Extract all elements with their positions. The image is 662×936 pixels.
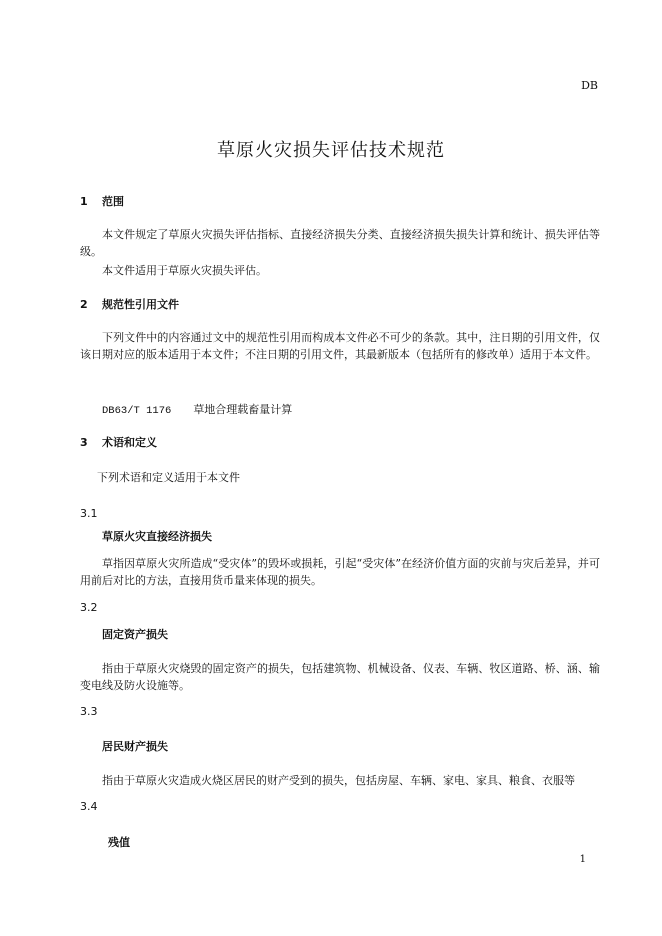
section-title: 术语和定义 — [102, 436, 157, 449]
references-intro: 下列文件中的内容通过文中的规范性引用而构成本文件必不可少的条款。其中，注日期的引用文件，仅该日期对应的版本适用于本文件；不注日期的引用文件，其最新版本（包括所有的修改单）适用于本文件。 — [80, 331, 600, 361]
section-heading-terms — [80, 434, 157, 450]
term-definition: 草指因草原火灾所造成“受灾体”的毁坏或损耗，引起“受灾体”在经济价值方面的灾前与灾后差异，并可用前后对比的方法，直接用货币量来体现的损失。 — [80, 557, 600, 587]
term-title: 残值 — [108, 836, 130, 849]
reference-item — [102, 401, 292, 417]
section-number: 1 — [80, 195, 88, 208]
scope-paragraph-1: 本文件规定了草原火灾损失评估指标、直接经济损失分类、直接经济损失损失计算和统计、损失评估等级。 — [80, 228, 600, 258]
term-title: 草原火灾直接经济损失 — [102, 530, 212, 543]
document-title: 草原火灾损失评估技术规范 — [217, 140, 445, 161]
section-number: 3 — [80, 436, 88, 449]
term-number: 3.3 — [80, 705, 98, 718]
header-code: DB — [581, 79, 598, 92]
section-heading-scope — [80, 193, 124, 209]
section-title: 范围 — [102, 195, 124, 208]
term-definition: 指由于草原火灾造成火烧区居民的财产受到的损失，包括房屋、车辆、家电、家具、粮食、衣服等 — [102, 774, 575, 787]
reference-title: 草地合理载畜量计算 — [193, 403, 293, 416]
reference-code: DB63/T 1176 — [102, 405, 172, 417]
term-title: 固定资产损失 — [102, 628, 168, 641]
term-number: 3.1 — [80, 507, 98, 520]
term-number: 3.4 — [80, 800, 98, 813]
term-number: 3.2 — [80, 601, 98, 614]
section-title: 规范性引用文件 — [102, 298, 179, 311]
term-title: 居民财产损失 — [102, 740, 168, 753]
page-number: 1 — [579, 854, 586, 865]
section-heading-references — [80, 296, 179, 312]
scope-paragraph-2: 本文件适用于草原火灾损失评估。 — [102, 264, 267, 277]
term-definition: 指由于草原火灾烧毁的固定资产的损失，包括建筑物、机械设备、仪表、车辆、牧区道路、桥、涵、输变电线及防火设施等。 — [80, 662, 600, 692]
section-number: 2 — [80, 298, 88, 311]
terms-intro: 下列术语和定义适用于本文件 — [97, 471, 240, 484]
